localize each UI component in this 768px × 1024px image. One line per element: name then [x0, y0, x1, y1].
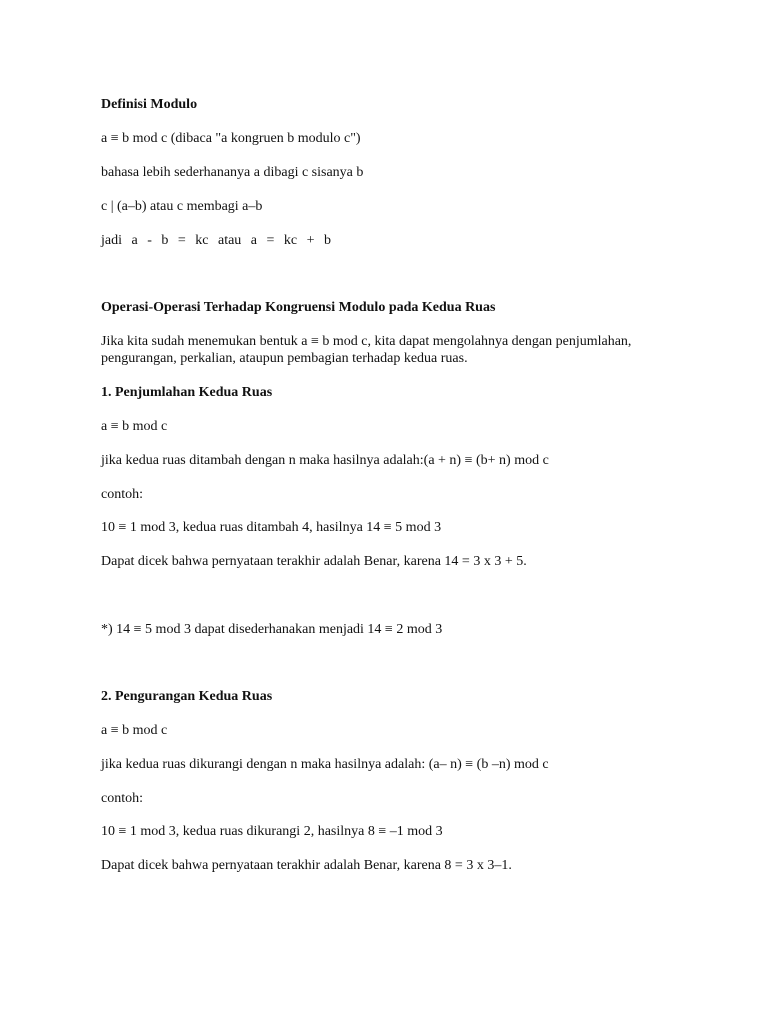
- paragraph: a ≡ b mod c: [101, 723, 168, 738]
- paragraph: pengurangan, perkalian, ataupun pembagian terhadap kedua ruas.: [101, 351, 468, 366]
- paragraph: bahasa lebih sederhananya a dibagi c sisanya b: [101, 165, 364, 180]
- paragraph: jadi a - b = kc atau a = kc + b: [101, 233, 332, 248]
- paragraph: 10 ≡ 1 mod 3, kedua ruas dikurangi 2, hasilnya 8 ≡ –1 mod 3: [101, 824, 443, 839]
- paragraph: *) 14 ≡ 5 mod 3 dapat disederhanakan menjadi 14 ≡ 2 mod 3: [101, 622, 443, 637]
- paragraph: c | (a–b) atau c membagi a–b: [101, 199, 263, 214]
- paragraph: contoh:: [101, 791, 143, 806]
- paragraph: a ≡ b mod c: [101, 419, 168, 434]
- paragraph: jika kedua ruas ditambah dengan n maka hasilnya adalah:(a + n) ≡ (b+ n) mod c: [101, 453, 549, 468]
- paragraph: Dapat dicek bahwa pernyataan terakhir adalah Benar, karena 8 = 3 x 3–1.: [101, 858, 512, 873]
- paragraph: contoh:: [101, 487, 143, 502]
- paragraph: Dapat dicek bahwa pernyataan terakhir adalah Benar, karena 14 = 3 x 3 + 5.: [101, 554, 527, 569]
- heading-penjumlahan: 1. Penjumlahan Kedua Ruas: [101, 385, 273, 400]
- paragraph: jika kedua ruas dikurangi dengan n maka hasilnya adalah: (a– n) ≡ (b –n) mod c: [101, 757, 549, 772]
- heading-operasi: Operasi-Operasi Terhadap Kongruensi Modulo pada Kedua Ruas: [101, 300, 496, 315]
- heading-pengurangan: 2. Pengurangan Kedua Ruas: [101, 689, 273, 704]
- heading-definisi-modulo: Definisi Modulo: [101, 97, 198, 112]
- paragraph: a ≡ b mod c (dibaca "a kongruen b modulo c"): [101, 131, 361, 146]
- paragraph: 10 ≡ 1 mod 3, kedua ruas ditambah 4, hasilnya 14 ≡ 5 mod 3: [101, 520, 442, 535]
- paragraph: Jika kita sudah menemukan bentuk a ≡ b mod c, kita dapat mengolahnya dengan penjumlahan,: [101, 334, 632, 349]
